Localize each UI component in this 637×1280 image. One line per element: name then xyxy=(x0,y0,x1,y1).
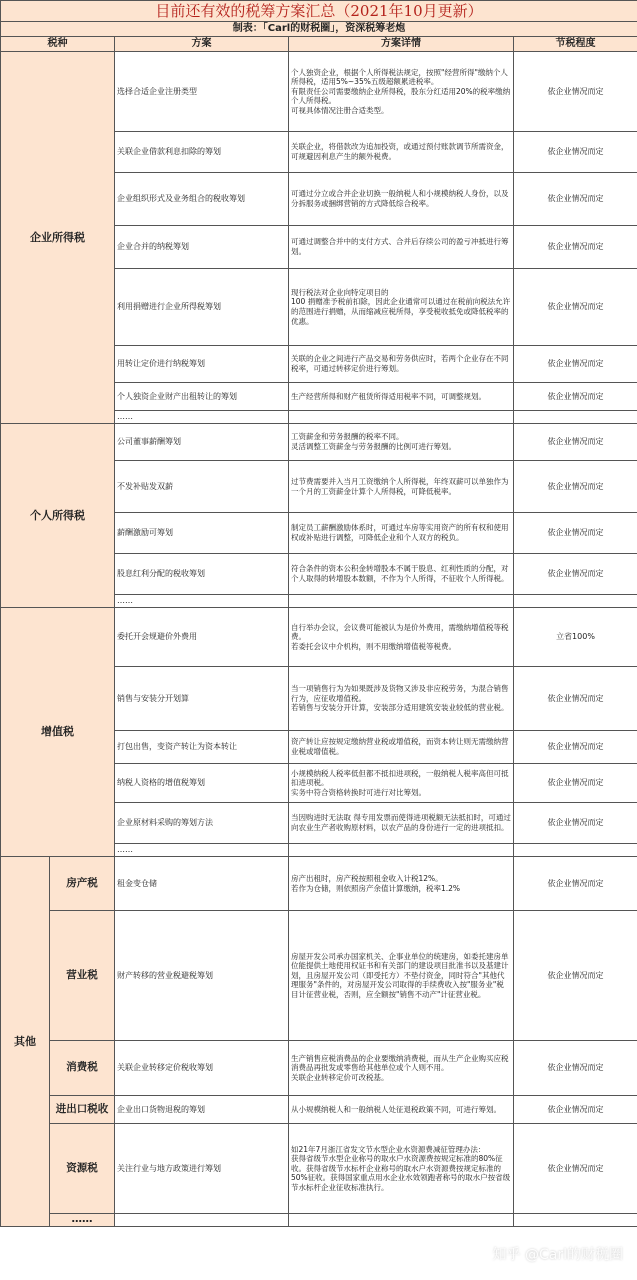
detail-cell: 当一项销售行为为如果既涉及货物又涉及非应税劳务，为混合销售行为，应征收增值税。 若销售与安装分开计算，安装部分适用建筑安装业较低的营业税。 xyxy=(289,667,514,731)
level-cell: 依企业情况而定 xyxy=(514,1124,637,1214)
plan-cell: 薪酬激励可筹划 xyxy=(115,513,289,554)
level-cell: 依企业情况而定 xyxy=(514,424,637,461)
level-cell: 依企业情况而定 xyxy=(514,173,637,226)
plan-cell: 打包出售，变资产转让为资本转让 xyxy=(115,731,289,764)
tax-type-cell: 其他 xyxy=(1,857,50,1227)
plan-cell: 纳税人资格的增值税筹划 xyxy=(115,764,289,803)
title-row xyxy=(1,1,637,22)
tax-type-cell: 个人所得税 xyxy=(1,424,115,608)
level-cell: 依企业情况而定 xyxy=(514,226,637,269)
plan-cell: 选择合适企业注册类型 xyxy=(115,52,289,132)
detail-cell: 制定员工薪酬激励体系时，可通过车房等实用资产的所有权和使用权或补贴进行调整，可降低企业和个人双方的税负。 xyxy=(289,513,514,554)
plan-cell: 关联企业转移定价税收筹划 xyxy=(115,1041,289,1096)
level-cell: 依企业情况而定 xyxy=(514,554,637,595)
detail-cell: 个人独资企业，根据个人所得税法规定，按照"经营所得"缴纳个人所得税，适用5%~35%五级超额累进税率。 有限责任公司需要缴纳企业所得税，股东分红适用20%的税率缴纳个人所得税。 可视具体情况注册合适类型。 xyxy=(289,52,514,132)
plan-cell: 利用捐赠进行企业所得税筹划 xyxy=(115,269,289,346)
level-cell: 依企业情况而定 xyxy=(514,269,637,346)
detail-cell: 过节费需要并入当月工资缴纳个人所得税，年终双薪可以单独作为一个月的工资薪金计算个人所得税，可降低税率。 xyxy=(289,461,514,513)
header-tax-type: 税种 xyxy=(1,37,115,52)
table-row xyxy=(1,911,637,1041)
header-level: 节税程度 xyxy=(514,37,637,52)
detail-cell: 小规模纳税人税率低但都不抵扣进项税，一般纳税人税率高但可抵扣进项税。 实务中符合资格转换时可进行对比筹划。 xyxy=(289,764,514,803)
ellipsis-cell: …… xyxy=(115,595,289,608)
detail-cell: 自行举办会议，会议费可能被认为是价外费用，需缴纳增值税等税费。 若委托会议中介机构，则不用缴纳增值税等税费。 xyxy=(289,608,514,667)
detail-cell: 从小规模纳税人和一般纳税人处征退税政策不同，可进行筹划。 xyxy=(289,1096,514,1124)
plan-cell: 企业组织形式及业务组合的税收筹划 xyxy=(115,173,289,226)
header-plan: 方案 xyxy=(115,37,289,52)
detail-cell: 如21年7月浙江省发文节水型企业水资源费减征管理办法： 获得省级节水型企业称号的取水户水资源费按规定标准的80%征收。获得省级节水标杆企业称号的取水户水资源费按规定标准的50%征收。获得国家重点用水企业水效领跑者称号的取水户按省级节水标杆企业征收标准执行。 xyxy=(289,1124,514,1214)
plan-cell: 不发补贴发双薪 xyxy=(115,461,289,513)
level-cell: 依企业情况而定 xyxy=(514,911,637,1041)
level-cell: 依企业情况而定 xyxy=(514,52,637,132)
level-cell: 依企业情况而定 xyxy=(514,513,637,554)
detail-cell: 房屋开发公司承办国家机关、企事业单位的统建房，如委托建房单位能提供土地使用权证书和有关部门的建设项目批准书以及基建计划，且房屋开发公司（即受托方）不垫付资金，同时符合"其他代理服务"条件的，对房屋开发公司取得的手续费收入按"服务业"税目计征营业税，否则，应全额按"销售不动产"计征营业税。 xyxy=(289,911,514,1041)
detail-cell: 当因购进时无法取 得专用发票而使得进项税额无法抵扣时，可通过向农业生产者收购原材料，以农产品的身份进行一定的进项抵扣。 xyxy=(289,803,514,844)
detail-cell: 生产经营所得和财产租赁所得适用税率不同，可调整规划。 xyxy=(289,383,514,411)
plan-cell: 关联企业借款利息扣除的筹划 xyxy=(115,132,289,173)
plan-cell: 企业出口货物退税的筹划 xyxy=(115,1096,289,1124)
subtax-cell: 资源税 xyxy=(50,1124,115,1214)
detail-cell: 可通过分立或合并企业切换一般纳税人和小规模纳税人身份，以及分拆服务或捆绑营销的方式降低综合税率。 xyxy=(289,173,514,226)
level-cell: 依企业情况而定 xyxy=(514,731,637,764)
plan-cell: 用转让定价进行纳税筹划 xyxy=(115,346,289,383)
header-row xyxy=(1,37,637,52)
level-cell: 依企业情况而定 xyxy=(514,383,637,411)
table-title: 目前还有效的税筹方案汇总（2021年10月更新） xyxy=(1,1,637,22)
detail-cell: 符合条件的资本公积金转增股本不属于股息、红利性质的分配，对个人取得的转增股本数额，不作为个人所得，不征收个人所得税。 xyxy=(289,554,514,595)
level-cell: 依企业情况而定 xyxy=(514,1096,637,1124)
subtax-cell: 营业税 xyxy=(50,911,115,1041)
plan-cell: 财产转移的营业税避税筹划 xyxy=(115,911,289,1041)
plan-cell: 企业合并的纳税筹划 xyxy=(115,226,289,269)
subtitle-row xyxy=(1,22,637,37)
level-cell: 依企业情况而定 xyxy=(514,461,637,513)
level-cell: 立省100% xyxy=(514,608,637,667)
ellipsis-cell: …… xyxy=(115,844,289,857)
level-cell: 依企业情况而定 xyxy=(514,857,637,911)
detail-cell: 可通过调整合并中的支付方式、合并后存续公司的盈亏冲抵进行筹划。 xyxy=(289,226,514,269)
level-cell: 依企业情况而定 xyxy=(514,1041,637,1096)
detail-cell: 工资薪金和劳务报酬的税率不同。 灵活调整工资薪金与劳务报酬的比例可进行筹划。 xyxy=(289,424,514,461)
table-subtitle: 制表：「Carl的财税圈」，资深税筹老炮 xyxy=(1,22,637,37)
level-cell: 依企业情况而定 xyxy=(514,667,637,731)
detail-cell: 现行税法对企业向特定项目的 100 捐赠准予税前扣除，因此企业通常可以通过在税前向税法允许的范围进行捐赠，从而缩减应税所得，享受税收抵免或降低税率的优惠。 xyxy=(289,269,514,346)
table-row xyxy=(1,857,637,911)
table-row xyxy=(1,1096,637,1124)
detail-cell: 生产销售应税消费品的企业要缴纳消费税，而从生产企业购买应税消费品再批发或零售给其他单位或个人则不用。 关联企业转移定价可改税基。 xyxy=(289,1041,514,1096)
ellipsis-cell: …… xyxy=(50,1214,115,1227)
table-row xyxy=(1,52,637,132)
plan-cell: 股息红利分配的税收筹划 xyxy=(115,554,289,595)
tax-type-cell: 企业所得税 xyxy=(1,52,115,424)
plan-cell: 租金变仓储 xyxy=(115,857,289,911)
subtax-cell: 房产税 xyxy=(50,857,115,911)
ellipsis-row xyxy=(1,1214,637,1227)
plan-cell: 个人独资企业财产出租转让的筹划 xyxy=(115,383,289,411)
subtax-cell: 消费税 xyxy=(50,1041,115,1096)
level-cell: 依企业情况而定 xyxy=(514,346,637,383)
header-detail: 方案详情 xyxy=(289,37,514,52)
plan-cell: 销售与安装分开划算 xyxy=(115,667,289,731)
table-row xyxy=(1,424,637,461)
level-cell: 依企业情况而定 xyxy=(514,764,637,803)
plan-cell: 关注行业与地方政策进行筹划 xyxy=(115,1124,289,1214)
level-cell: 依企业情况而定 xyxy=(514,803,637,844)
table-row xyxy=(1,1124,637,1214)
detail-cell: 关联企业，将借款改为追加投资，或通过预付账款调节所需资金，可规避因利息产生的额外税费。 xyxy=(289,132,514,173)
table-row xyxy=(1,608,637,667)
table-row xyxy=(1,1041,637,1096)
detail-cell: 关联的企业之间进行产品交易和劳务供应时，若两个企业存在不同税率，可通过转移定价进行筹划。 xyxy=(289,346,514,383)
tax-type-cell: 增值税 xyxy=(1,608,115,857)
plan-cell: 公司董事薪酬筹划 xyxy=(115,424,289,461)
ellipsis-cell: …… xyxy=(115,411,289,424)
plan-cell: 企业原材料采购的筹划方法 xyxy=(115,803,289,844)
watermark: 知乎 @Carl的财税圈 xyxy=(492,1247,623,1263)
subtax-cell: 进出口税收 xyxy=(50,1096,115,1124)
detail-cell: 资产转让应按规定缴纳营业税或增值税，而资本转让则无需缴纳营业税或增值税。 xyxy=(289,731,514,764)
detail-cell: 房产出租时，房产税按照租金收入计税12%。 若作为仓储，则依照房产余值计算缴纳，税率1.2% xyxy=(289,857,514,911)
plan-cell: 委托开会规避价外费用 xyxy=(115,608,289,667)
level-cell: 依企业情况而定 xyxy=(514,132,637,173)
